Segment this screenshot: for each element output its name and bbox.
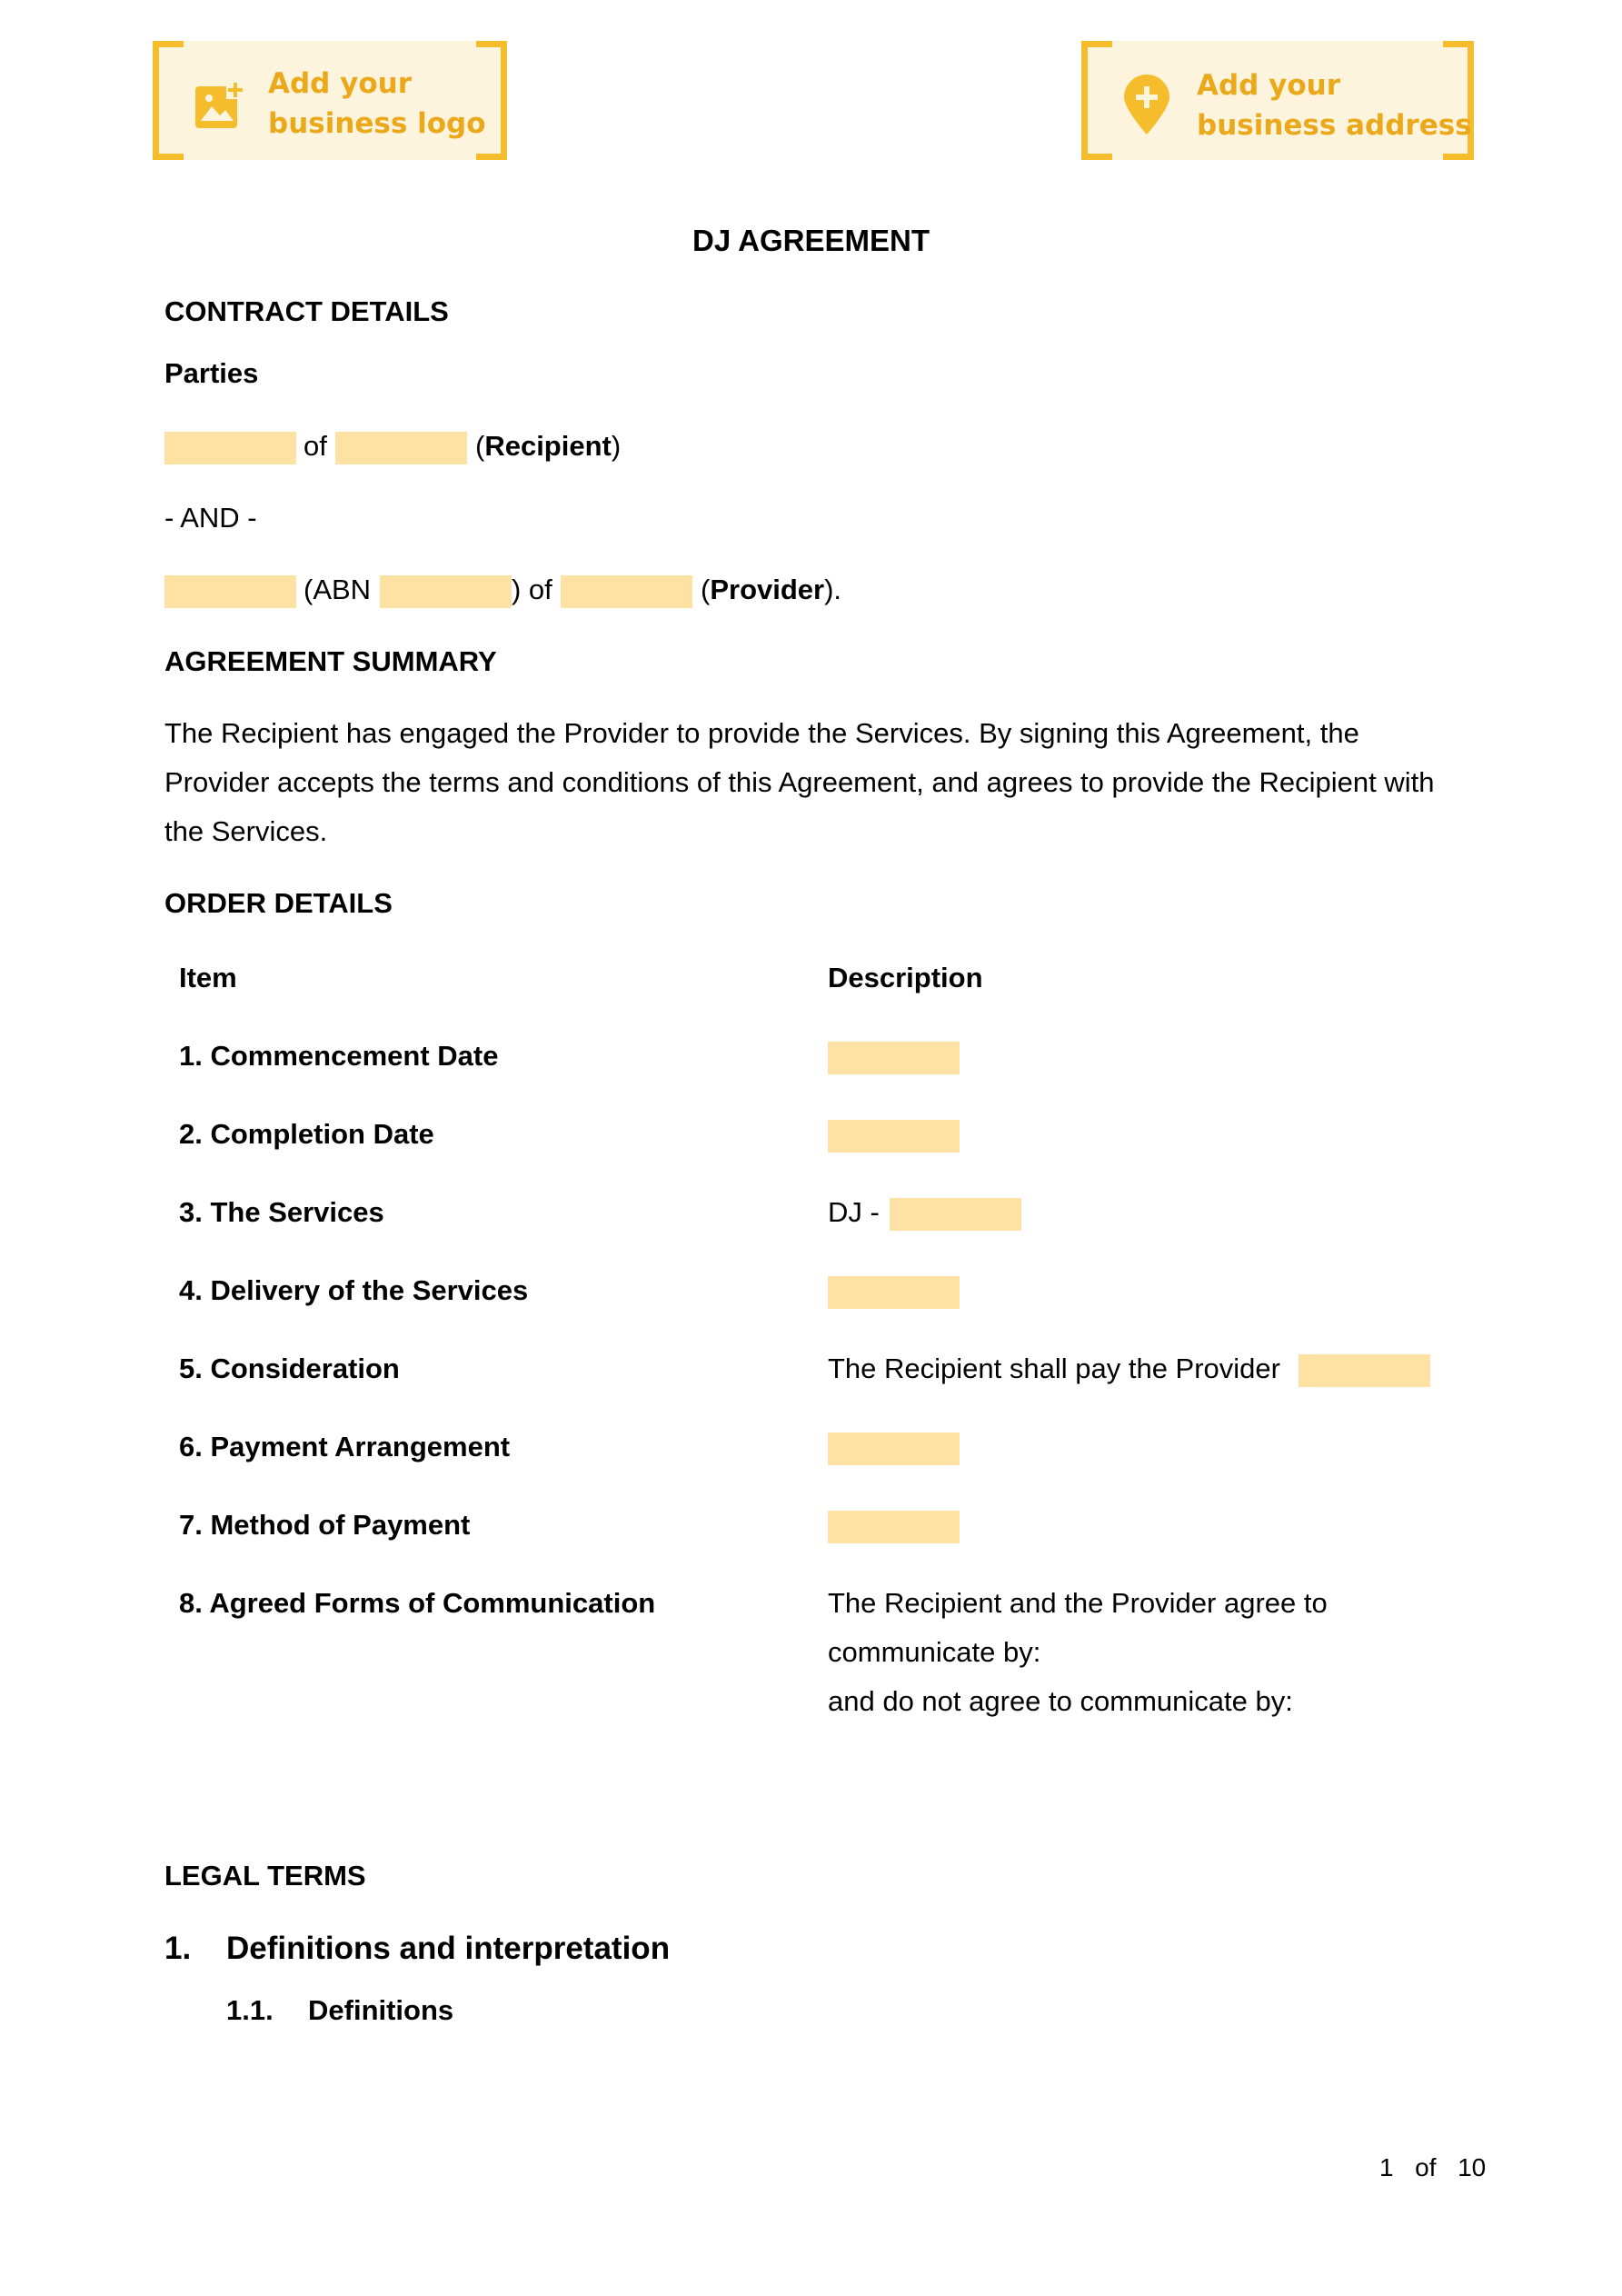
section-1-number: 1.	[164, 1931, 192, 1966]
payment-method-field[interactable]	[828, 1511, 960, 1543]
abn-label: (ABN	[304, 574, 372, 605]
business-address-placeholder[interactable]	[1081, 41, 1474, 160]
table-row: 8. Agreed Forms of Communication	[179, 1587, 656, 1619]
delivery-field[interactable]	[828, 1276, 960, 1309]
provider-abn-field[interactable]	[380, 575, 512, 608]
abn-close-of-text: ) of	[512, 574, 552, 605]
table-row: 6. Payment Arrangement	[179, 1431, 511, 1462]
payment-arrangement-field[interactable]	[828, 1433, 960, 1465]
add-image-icon	[194, 79, 246, 132]
recipient-address-field[interactable]	[335, 432, 467, 464]
section-1-title: Definitions and interpretation	[226, 1931, 671, 1966]
provider-role: (Provider).	[701, 574, 842, 605]
provider-name-field[interactable]	[164, 575, 296, 608]
consideration-amount-field[interactable]	[1299, 1354, 1430, 1387]
and-separator: - AND -	[164, 502, 257, 534]
order-details-heading: ORDER DETAILS	[164, 887, 393, 919]
table-row: 3. The Services	[179, 1196, 384, 1228]
services-desc: DJ -	[828, 1196, 880, 1228]
table-row: 2. Completion Date	[179, 1118, 434, 1150]
summary-line-2: Provider accepts the terms and conditions of this Agreement, and agrees to provide the Recipient with	[164, 766, 1435, 798]
recipient-of-text: of	[304, 430, 327, 462]
communication-desc-line-1: The Recipient and the Provider agree to	[828, 1587, 1328, 1619]
logo-badge-line2: business logo	[268, 107, 486, 140]
table-row: 4. Delivery of the Services	[179, 1274, 529, 1306]
legal-terms-heading: LEGAL TERMS	[164, 1860, 366, 1892]
recipient-name-field[interactable]	[164, 432, 296, 464]
parties-label: Parties	[164, 357, 259, 389]
subsection-1-1-title: Definitions	[308, 1994, 454, 2026]
commencement-date-field[interactable]	[828, 1042, 960, 1074]
summary-line-1: The Recipient has engaged the Provider to provide the Services. By signing this Agreement, the	[164, 717, 1359, 749]
communication-desc-line-2: communicate by:	[828, 1636, 1041, 1668]
page-of: of	[1415, 2153, 1437, 2181]
subsection-1-1-number: 1.1.	[226, 1994, 274, 2026]
summary-line-3: the Services.	[164, 815, 328, 847]
current-page: 1	[1379, 2153, 1394, 2181]
column-header-item: Item	[179, 962, 237, 993]
document-title: DJ AGREEMENT	[692, 224, 930, 257]
business-logo-placeholder[interactable]	[153, 41, 507, 160]
services-field[interactable]	[890, 1198, 1021, 1231]
contract-details-heading: CONTRACT DETAILS	[164, 295, 449, 327]
recipient-role: (Recipient)	[475, 430, 622, 462]
completion-date-field[interactable]	[828, 1120, 960, 1153]
total-pages: 10	[1458, 2153, 1487, 2181]
consideration-desc: The Recipient shall pay the Provider	[828, 1353, 1280, 1384]
logo-badge-line1: Add your	[268, 67, 413, 100]
table-row: 1. Commencement Date	[179, 1040, 499, 1072]
address-badge-line1: Add your	[1197, 69, 1341, 102]
table-row: 7. Method of Payment	[179, 1509, 471, 1541]
location-pin-plus-icon	[1122, 75, 1171, 136]
address-badge-line2: business address	[1197, 109, 1472, 142]
agreement-summary-heading: AGREEMENT SUMMARY	[164, 645, 497, 677]
table-row: 5. Consideration	[179, 1353, 400, 1384]
column-header-description: Description	[828, 962, 983, 993]
provider-address-field[interactable]	[561, 575, 692, 608]
communication-desc-line-3: and do not agree to communicate by:	[828, 1685, 1293, 1717]
page-number	[1379, 2151, 1486, 2184]
